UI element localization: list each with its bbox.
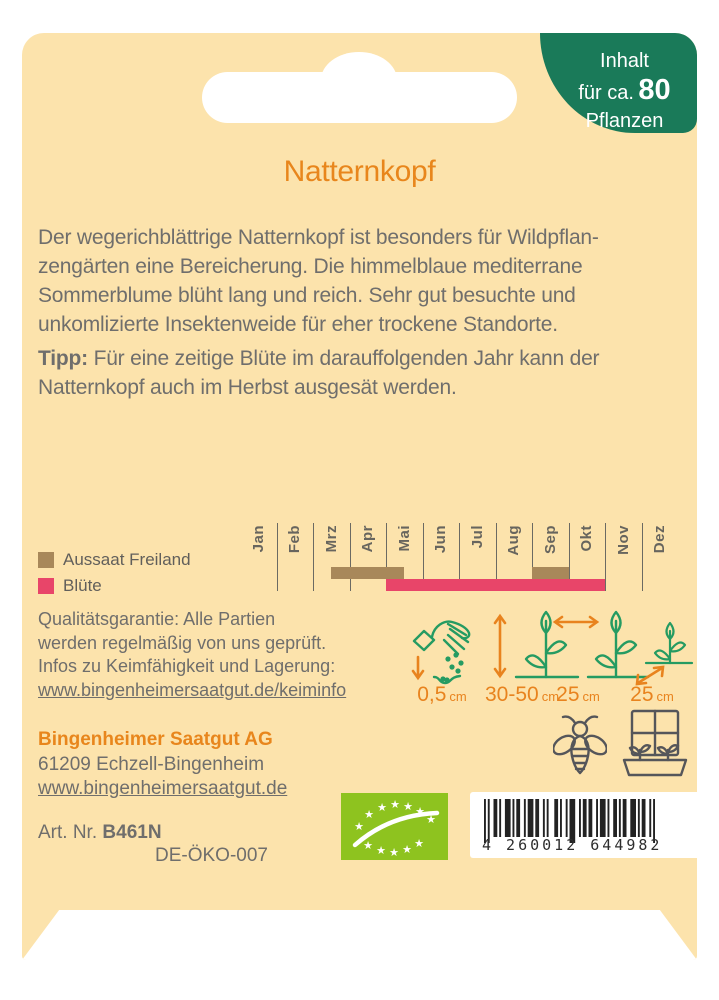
svg-text:★: ★ — [402, 843, 412, 856]
badge-count: 80 — [638, 74, 671, 107]
sowing-depth-icon — [404, 611, 478, 685]
month-column — [605, 525, 642, 563]
badge-line3: Pflanzen — [585, 109, 664, 132]
legend-item-sowing — [38, 550, 191, 570]
svg-text:★: ★ — [403, 800, 413, 813]
bloom-color-swatch — [38, 578, 54, 594]
month-column — [240, 525, 277, 563]
article-number-line — [38, 822, 162, 844]
plant-spacing-label: 25 cm — [556, 683, 600, 706]
badge-line2-prefix: für ca. — [578, 82, 634, 105]
description-line: Der wegerichblättrige Natternkopf ist besonders für Wildpflan- — [38, 226, 599, 249]
month-label: Jan — [249, 525, 267, 553]
content-badge — [540, 33, 697, 133]
sowing-bar — [532, 567, 569, 579]
month-separator — [313, 523, 314, 591]
month-label: Okt — [578, 525, 596, 552]
month-separator — [642, 523, 643, 591]
month-label: Mai — [395, 525, 413, 552]
legend-item-bloom — [38, 576, 191, 596]
month-column — [459, 525, 496, 563]
month-column — [350, 525, 387, 563]
month-column — [313, 525, 350, 563]
month-column — [277, 525, 314, 563]
description-line: Sommerblume blüht lang und reich. Sehr gut besuchte und — [38, 284, 576, 307]
month-column — [532, 525, 569, 563]
article-label: Art. Nr. — [38, 822, 98, 843]
svg-text:★: ★ — [414, 837, 424, 850]
plant-height-label: 30-50 cm — [484, 683, 560, 706]
description-line: unkomlizierte Insektenweide für eher trockene Standorte. — [38, 313, 558, 336]
company-name: Bingenheimer Saatgut AG — [38, 729, 273, 750]
company-website-link[interactable]: www.bingenheimersaatgut.de — [38, 778, 288, 799]
germination-info-link[interactable]: www.bingenheimersaatgut.de/keiminfo — [38, 679, 347, 700]
month-column — [423, 525, 460, 563]
month-column — [569, 525, 606, 563]
month-separator — [605, 523, 606, 591]
balcony-planter-icon — [616, 708, 694, 778]
badge-line1: Inhalt — [600, 50, 649, 72]
eu-organic-logo — [341, 793, 448, 860]
month-separator — [277, 523, 278, 591]
barcode-digits: 4 260012 644982 — [482, 836, 663, 854]
svg-text:★: ★ — [364, 808, 374, 821]
quality-line: werden regelmäßig von uns geprüft. — [38, 632, 327, 653]
tip-label: Tipp: — [38, 347, 88, 370]
month-label: Feb — [286, 525, 304, 554]
svg-text:★: ★ — [363, 839, 373, 852]
bloom-bar — [386, 579, 605, 591]
bottom-seal-flap — [22, 910, 697, 960]
tip-line1: Für eine zeitige Blüte im darauffolgenden Jahr kann der — [93, 347, 600, 370]
sowing-depth-label: 0,5 cm — [417, 683, 467, 706]
month-label: Dez — [651, 525, 669, 554]
month-column — [642, 525, 679, 563]
sowing-color-swatch — [38, 552, 54, 568]
month-separator — [350, 523, 351, 591]
quality-line: Infos zu Keimfähigkeit und Lagerung: — [38, 656, 336, 676]
month-label: Apr — [359, 525, 377, 553]
month-label: Nov — [614, 525, 632, 555]
article-number: B461N — [102, 822, 162, 843]
tip-line2: Natternkopf auch im Herbst ausgesät werden. — [38, 376, 457, 399]
legend-label: Blüte — [63, 576, 102, 595]
company-block — [38, 728, 287, 802]
sowing-chart — [240, 523, 678, 593]
month-column — [496, 525, 533, 563]
legend-label: Aussaat Freiland — [63, 550, 191, 569]
month-label: Jul — [468, 525, 486, 549]
svg-text:★: ★ — [415, 805, 425, 818]
svg-text:★: ★ — [389, 846, 399, 859]
quality-line: Qualitätsgarantie: Alle Partien — [38, 609, 276, 629]
svg-text:★: ★ — [377, 801, 387, 814]
company-address: 61209 Echzell-Bingenheim — [38, 753, 265, 775]
row-spacing-label: 25 cm — [630, 683, 674, 706]
ean-barcode — [470, 792, 697, 858]
month-label: Sep — [541, 525, 559, 555]
svg-text:★: ★ — [376, 844, 386, 857]
organic-control-code: DE-ÖKO-007 — [155, 845, 268, 866]
month-column — [386, 525, 423, 563]
description-paragraph — [38, 223, 688, 339]
svg-text:★: ★ — [390, 798, 400, 811]
svg-text:★: ★ — [426, 813, 436, 826]
variety-title: Natternkopf — [283, 155, 436, 188]
month-label: Aug — [505, 525, 523, 556]
svg-text:★: ★ — [354, 820, 364, 833]
description-line: zengärten eine Bereicherung. Die himmelblaue mediterrane — [38, 255, 583, 278]
packet-body — [22, 33, 697, 960]
bee-icon — [553, 712, 607, 776]
calendar-legend — [38, 550, 191, 602]
row-spacing-icon — [630, 621, 694, 687]
quality-guarantee — [38, 608, 346, 702]
month-label: Jun — [432, 525, 450, 554]
month-label: Mrz — [322, 525, 340, 553]
hang-tab-slot — [202, 72, 517, 123]
tip-paragraph — [38, 344, 688, 402]
sowing-bar — [331, 567, 404, 579]
